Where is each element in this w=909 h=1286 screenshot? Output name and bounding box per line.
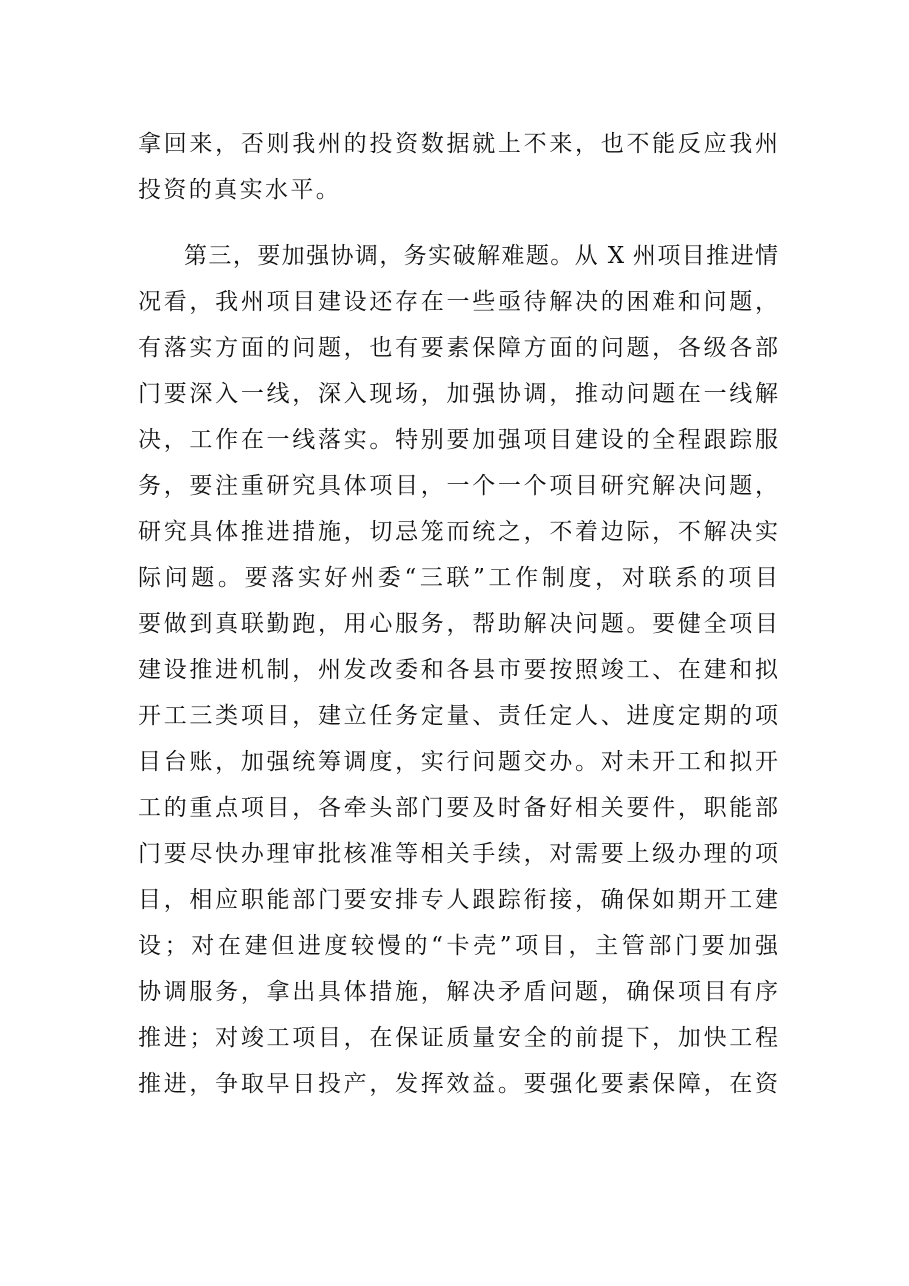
text-line: 决，工作在一线落实。特别要加强项目建设的全程跟踪服 — [138, 427, 778, 453]
text-line: 况看，我州项目建设还存在一些亟待解决的困难和问题， — [138, 289, 778, 315]
text-line: 协调服务，拿出具体措施，解决矛盾问题，确保项目有序 — [138, 979, 778, 1005]
paragraph-continuation — [138, 121, 778, 213]
text-line: 推进；对竣工项目，在保证质量安全的前提下，加快工程 — [138, 1025, 778, 1051]
text-line: 务，要注重研究具体项目，一个一个项目研究解决问题， — [138, 473, 778, 499]
text-line: 要做到真联勤跑，用心服务，帮助解决问题。要健全项目 — [138, 611, 778, 637]
text-line: 门要深入一线，深入现场，加强协调，推动问题在一线解 — [138, 381, 778, 407]
text-line: 门要尽快办理审批核准等相关手续，对需要上级办理的项 — [138, 841, 778, 867]
paragraph-third-point — [138, 233, 778, 1107]
text-line: 投资的真实水平。 — [138, 177, 342, 203]
text-line: 拿回来，否则我州的投资数据就上不来，也不能反应我州 — [138, 131, 778, 157]
text-line: 有落实方面的问题，也有要素保障方面的问题，各级各部 — [138, 335, 778, 361]
text-line: 设；对在建但进度较慢的“卡壳”项目，主管部门要加强 — [138, 933, 778, 959]
text-line: 目台账，加强统筹调度，实行问题交办。对未开工和拟开 — [138, 749, 778, 775]
text-line: 建设推进机制，州发改委和各县市要按照竣工、在建和拟 — [138, 657, 778, 683]
text-line: 际问题。要落实好州委“三联”工作制度，对联系的项目 — [138, 565, 778, 591]
text-line: 开工三类项目，建立任务定量、责任定人、进度定期的项 — [138, 703, 778, 729]
text-line: 研究具体推进措施，切忌笼而统之，不着边际，不解决实 — [138, 519, 778, 545]
text-line: 推进，争取早日投产，发挥效益。要强化要素保障，在资 — [138, 1071, 778, 1097]
text-line: 目，相应职能部门要安排专人跟踪衔接，确保如期开工建 — [138, 887, 778, 913]
text-line: 工的重点项目，各牵头部门要及时备好相关要件，职能部 — [138, 795, 778, 821]
text-line: 第三，要加强协调，务实破解难题。从 X 州项目推进情 — [184, 243, 778, 269]
